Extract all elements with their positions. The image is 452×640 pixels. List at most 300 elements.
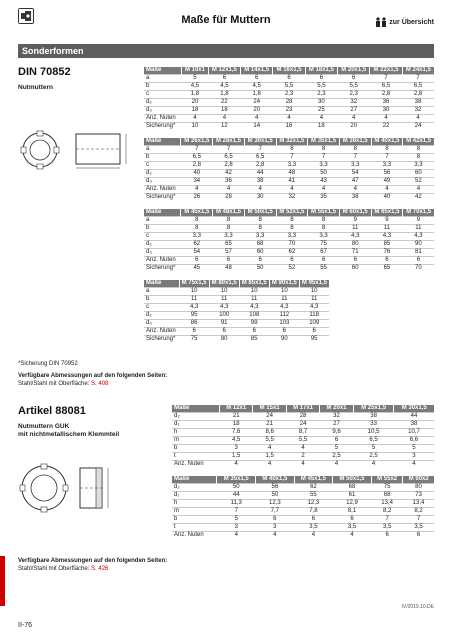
table-cell: 8,1 [333, 508, 372, 516]
table-cell: 8 [308, 146, 340, 154]
table-cell: 4 [305, 115, 337, 123]
table-cell: 11,3 [217, 500, 256, 508]
table-cell: 6,5 [370, 83, 402, 91]
table-cell: 8 [276, 225, 308, 233]
row-label: d₂ [144, 312, 179, 320]
table-row [172, 524, 434, 532]
table-cell: 50 [217, 484, 256, 492]
column-header: M 50x1,5 [244, 209, 276, 217]
table-cell: 20 [182, 99, 209, 107]
table-cell: 54 [339, 170, 371, 178]
table-cell: 48 [276, 170, 308, 178]
table-row [144, 304, 329, 312]
table-cell: 60 [339, 265, 371, 273]
row-label: b [172, 516, 217, 524]
table-cell: 103 [269, 320, 299, 328]
art-avail-link[interactable]: S. 426 [91, 566, 109, 572]
table-cell: 36 [370, 99, 402, 107]
column-header: Maße [172, 476, 217, 484]
art-table-2 [172, 476, 434, 539]
column-header: M 40x1,5 [371, 138, 403, 146]
table-cell: 3,3 [371, 162, 403, 170]
table-cell: 21 [219, 413, 252, 421]
table-cell: 4 [370, 115, 402, 123]
table-cell: 4,3 [209, 304, 239, 312]
table-row [144, 225, 434, 233]
column-header: M 14x1,5 [241, 67, 273, 75]
column-header: Maße [172, 405, 219, 413]
table-cell: 10 [239, 288, 269, 296]
table-cell: 4 [394, 461, 434, 469]
din-footnote: *Sicherung DIN 70952 [18, 361, 78, 367]
table-cell: 50 [256, 492, 295, 500]
table-cell: 2,8 [402, 91, 434, 99]
overview-label: zur Übersicht [389, 18, 434, 26]
table-row [172, 492, 434, 500]
row-label: d₂ [144, 99, 182, 107]
table-cell: 23 [273, 107, 305, 115]
table-cell: 8 [308, 217, 340, 225]
column-header: M 32x1,5 [276, 138, 308, 146]
table-row [144, 320, 329, 328]
column-header: M 55x1,5 [308, 209, 340, 217]
table-header-row [144, 280, 329, 288]
column-header: M 12x1,5 [208, 67, 240, 75]
row-label: b [144, 225, 181, 233]
table-cell: 6 [294, 516, 333, 524]
row-label: a [144, 288, 179, 296]
table-cell: 10 [182, 123, 209, 131]
table-header-row [172, 405, 434, 413]
column-header: M 35x1,5 [308, 138, 340, 146]
table-cell: 9 [339, 217, 371, 225]
table-cell: 32 [402, 107, 434, 115]
table-cell: 11 [239, 296, 269, 304]
table-cell: 70 [403, 265, 434, 273]
table-cell: 2,5 [320, 453, 353, 461]
page-title: Maße für Muttern [181, 14, 271, 26]
table-cell: 25 [305, 107, 337, 115]
table-cell: 7,7 [256, 508, 295, 516]
table-cell: 6 [338, 75, 370, 83]
table-cell: 75 [371, 484, 403, 492]
table-cell: 3 [219, 445, 252, 453]
row-label: Sicherung* [144, 123, 182, 131]
table-cell: 100 [209, 312, 239, 320]
table-cell: 6 [209, 328, 239, 336]
table-cell: 6,5 [244, 154, 276, 162]
table-cell: 70 [276, 241, 308, 249]
table-cell: 5 [182, 75, 209, 83]
table-cell: 6 [179, 328, 209, 336]
table-cell: 8 [181, 217, 213, 225]
table-cell: 9,6 [320, 429, 353, 437]
column-header: M 65x1,5 [371, 209, 403, 217]
table-cell: 28 [273, 99, 305, 107]
column-header: Maße [144, 138, 181, 146]
table-row [144, 288, 329, 296]
art-avail-text: Stahl/Stahl mit Oberfläche: [18, 566, 92, 572]
table-cell: 6 [320, 437, 353, 445]
table-cell: 3 [394, 453, 434, 461]
table-cell: 8 [371, 146, 403, 154]
table-cell: 4 [403, 186, 434, 194]
table-cell: 3,3 [308, 162, 340, 170]
table-cell: 4,5 [208, 83, 240, 91]
table-cell: 2 [286, 453, 319, 461]
row-label: d₃ [144, 107, 182, 115]
table-header-row [144, 209, 434, 217]
table-cell: 3,5 [333, 524, 372, 532]
column-header: M 40x1,5 [256, 476, 295, 484]
table-cell: 6 [241, 75, 273, 83]
table-cell: 56 [371, 170, 403, 178]
row-label: d₂ [172, 413, 219, 421]
table-cell: 35 [308, 194, 340, 202]
row-label: a [144, 75, 182, 83]
table-cell: 10,7 [394, 429, 434, 437]
table-row [144, 328, 329, 336]
table-cell: 10 [269, 288, 299, 296]
table-row [172, 516, 434, 524]
table-cell: 11 [403, 225, 434, 233]
table-cell: 8 [213, 217, 245, 225]
table-cell: 4 [253, 445, 286, 453]
column-header: M 30x1,5 [244, 138, 276, 146]
table-row [144, 170, 434, 178]
table-cell: 2,8 [213, 162, 245, 170]
table-row [144, 217, 434, 225]
table-cell: 30 [370, 107, 402, 115]
column-header: M 75x1,5 [179, 280, 209, 288]
table-row [144, 162, 434, 170]
table-cell: 7 [371, 154, 403, 162]
table-cell: 5,5 [273, 83, 305, 91]
din-subtitle: Nutmuttern [18, 84, 54, 91]
table-cell: 1,8 [182, 91, 209, 99]
din-table-2 [144, 138, 434, 201]
table-row [144, 194, 434, 202]
din-nut-sketch [18, 128, 138, 177]
table-cell: 91 [209, 320, 239, 328]
art-availability [18, 557, 167, 573]
table-cell: 3,3 [276, 233, 308, 241]
table-cell: 10 [299, 288, 329, 296]
table-cell: 7 [181, 146, 213, 154]
table-cell: 11 [339, 225, 371, 233]
table-cell: 45 [181, 265, 213, 273]
table-cell: 4 [320, 461, 353, 469]
din-avail-link[interactable]: S. 408 [91, 381, 109, 387]
table-cell: 38 [353, 413, 394, 421]
row-label: c [144, 233, 181, 241]
table-cell: 4,3 [339, 233, 371, 241]
row-label: b [144, 83, 182, 91]
table-cell: 5 [353, 445, 394, 453]
table-cell: 34 [181, 178, 213, 186]
art-title: Artikel 88081 [18, 405, 86, 417]
table-cell: 8 [339, 146, 371, 154]
table-cell: 62 [181, 241, 213, 249]
table-cell: 4 [294, 532, 333, 540]
table-cell: 3,3 [213, 233, 245, 241]
table-cell: 4 [276, 186, 308, 194]
table-cell: 8,7 [286, 429, 319, 437]
column-header: M 80x1,5 [209, 280, 239, 288]
table-cell: 6 [208, 75, 240, 83]
table-cell: 4,3 [403, 233, 434, 241]
table-cell: 6 [239, 328, 269, 336]
row-label: Anz. Nuten [144, 115, 182, 123]
table-cell: 6 [273, 75, 305, 83]
column-header: M 60x2 [403, 476, 434, 484]
column-header: M 85x1,5 [239, 280, 269, 288]
row-label: d₃ [144, 178, 181, 186]
table-cell: 38 [244, 178, 276, 186]
table-row [172, 413, 434, 421]
table-cell: 1,5 [219, 453, 252, 461]
table-row [144, 241, 434, 249]
table-cell: 5 [320, 445, 353, 453]
table-cell: 76 [371, 249, 403, 257]
table-cell: 38 [339, 194, 371, 202]
table-cell: 57 [213, 249, 245, 257]
table-cell: 7 [403, 516, 434, 524]
table-row [172, 508, 434, 516]
din-avail-text: Stahl/Stahl mit Oberfläche: [18, 381, 92, 387]
row-label: a [144, 217, 181, 225]
column-header: M 24x1,5 [402, 67, 434, 75]
table-cell: 7 [371, 516, 403, 524]
table-cell: 14 [241, 123, 273, 131]
row-label: Sicherung* [144, 265, 181, 273]
row-label: c [144, 162, 181, 170]
column-header: M 35x1,5 [217, 476, 256, 484]
table-cell: 7,8 [294, 508, 333, 516]
table-row [172, 461, 434, 469]
table-cell: 5,5 [338, 83, 370, 91]
table-cell: 30 [244, 194, 276, 202]
column-header: M 60x1,5 [339, 209, 371, 217]
table-cell: 32 [276, 194, 308, 202]
table-cell: 41 [276, 178, 308, 186]
art-table-1 [172, 405, 434, 468]
table-cell: 81 [403, 249, 434, 257]
table-cell: 8 [181, 225, 213, 233]
table-cell: 73 [403, 492, 434, 500]
table-cell: 4 [182, 115, 209, 123]
table-cell: 7 [308, 154, 340, 162]
table-cell: 62 [276, 249, 308, 257]
table-cell: 4 [273, 115, 305, 123]
table-cell: 22 [208, 99, 240, 107]
table-cell: 7 [244, 146, 276, 154]
table-cell: 33 [353, 421, 394, 429]
overview-link[interactable] [376, 17, 434, 27]
column-header: M 48x1,5 [213, 209, 245, 217]
table-cell: 18 [305, 123, 337, 131]
column-header: M 20x1,5 [338, 67, 370, 75]
table-cell: 4,3 [299, 304, 329, 312]
column-header: M 16x1,5 [273, 67, 305, 75]
table-cell: 4 [253, 461, 286, 469]
table-cell: 24 [286, 421, 319, 429]
table-cell: 6 [269, 328, 299, 336]
table-header-row [172, 476, 434, 484]
row-label: Anz. Nuten [144, 257, 181, 265]
table-cell: 3 [217, 524, 256, 532]
row-label: d₃ [144, 320, 179, 328]
table-cell: 6,5 [181, 154, 213, 162]
edition-date: IV/2019.10.DE [401, 604, 434, 610]
row-label: Anz. Nuten [172, 461, 219, 469]
table-cell: 6 [244, 257, 276, 265]
column-header: M 12x1 [219, 405, 252, 413]
table-cell: 4 [402, 115, 434, 123]
table-cell: 10 [209, 288, 239, 296]
table-cell: 8 [244, 217, 276, 225]
table-cell: 3,3 [244, 233, 276, 241]
table-cell: 95 [299, 336, 329, 344]
table-cell: 50 [308, 170, 340, 178]
din-table-1 [144, 67, 434, 130]
table-row [144, 296, 329, 304]
table-cell: 7 [339, 154, 371, 162]
table-cell: 8 [403, 146, 434, 154]
table-cell: 20 [338, 123, 370, 131]
table-cell: 6 [213, 257, 245, 265]
column-header: M 45x1,5 [181, 209, 213, 217]
table-cell: 44 [244, 170, 276, 178]
table-cell: 6,6 [394, 437, 434, 445]
row-label: h [172, 429, 219, 437]
table-cell: 60 [403, 170, 434, 178]
table-cell: 2,8 [244, 162, 276, 170]
table-cell: 7 [213, 146, 245, 154]
table-cell: 4,3 [239, 304, 269, 312]
table-row [144, 123, 434, 131]
column-header: M 22x1,5 [370, 67, 402, 75]
table-cell: 12,3 [294, 500, 333, 508]
column-header: M 55x2 [371, 476, 403, 484]
table-cell: 109 [299, 320, 329, 328]
table-cell: 2,3 [273, 91, 305, 99]
table-cell: 6 [305, 75, 337, 83]
row-label: d₂ [144, 241, 181, 249]
column-header: M 26x1,5 [181, 138, 213, 146]
table-cell: 7 [276, 154, 308, 162]
table-cell: 5 [394, 445, 434, 453]
table-cell: 42 [213, 170, 245, 178]
table-cell: 4 [333, 532, 372, 540]
table-cell: 54 [181, 249, 213, 257]
table-cell: 7 [402, 75, 434, 83]
table-cell: 4 [213, 186, 245, 194]
table-cell: 2,8 [370, 91, 402, 99]
chapter-marker [0, 556, 5, 606]
table-row [144, 178, 434, 186]
din-avail-title: Verfügbare Abmessungen auf den folgenden Seiten: [18, 373, 168, 379]
table-row [144, 99, 434, 107]
table-cell: 4 [208, 115, 240, 123]
table-cell: 21 [253, 421, 286, 429]
art-subtitle-2: mit nichtmetallischem Klemmteil [18, 431, 120, 438]
table-cell: 4 [219, 461, 252, 469]
table-cell: 90 [269, 336, 299, 344]
table-cell: 8 [244, 225, 276, 233]
table-cell: 3,5 [294, 524, 333, 532]
table-cell: 20 [241, 107, 273, 115]
din-availability [18, 372, 167, 388]
page-header [0, 0, 452, 40]
table-cell: 7,6 [219, 429, 252, 437]
table-cell: 4 [286, 461, 319, 469]
table-row [144, 186, 434, 194]
row-label: Anz. Nuten [144, 328, 179, 336]
row-label: Sicherung* [144, 194, 181, 202]
row-label: Anz. Nuten [144, 186, 181, 194]
table-cell: 9 [371, 217, 403, 225]
table-row [144, 336, 329, 344]
table-cell: 52 [403, 178, 434, 186]
table-cell: 11 [269, 296, 299, 304]
table-cell: 12 [208, 123, 240, 131]
table-cell: 4 [181, 186, 213, 194]
column-header: M 25x1,5 [353, 405, 394, 413]
table-cell: 52 [276, 265, 308, 273]
table-cell: 68 [333, 484, 372, 492]
row-label: t [172, 453, 219, 461]
table-cell: 61 [333, 492, 372, 500]
table-cell: 24 [241, 99, 273, 107]
table-cell: 8 [403, 154, 434, 162]
table-cell: 27 [320, 421, 353, 429]
table-cell: 18 [219, 421, 252, 429]
table-cell: 3,3 [276, 162, 308, 170]
table-cell: 6 [339, 257, 371, 265]
table-cell: 4 [339, 186, 371, 194]
table-cell: 48 [213, 265, 245, 273]
column-header: Maße [144, 280, 179, 288]
table-row [172, 484, 434, 492]
table-cell: 5,5 [253, 437, 286, 445]
art-subtitle-1: Nutmuttern GUK [18, 423, 70, 430]
table-cell: 6 [403, 532, 434, 540]
table-cell: 112 [269, 312, 299, 320]
row-label: Anz. Nuten [172, 532, 217, 540]
table-cell: 1,8 [241, 91, 273, 99]
table-cell: 26 [181, 194, 213, 202]
table-cell: 18 [208, 107, 240, 115]
table-cell: 11 [371, 225, 403, 233]
table-cell: 16 [273, 123, 305, 131]
table-cell: 80 [403, 484, 434, 492]
table-cell: 4,3 [269, 304, 299, 312]
table-cell: 12,9 [333, 500, 372, 508]
table-cell: 6 [308, 257, 340, 265]
table-cell: 62 [294, 484, 333, 492]
table-cell: 6,5 [213, 154, 245, 162]
table-cell: 44 [217, 492, 256, 500]
column-header: M 15x1 [253, 405, 286, 413]
table-cell: 86 [179, 320, 209, 328]
table-cell: 6 [371, 532, 403, 540]
table-row [144, 83, 434, 91]
column-header: M 45x1,5 [294, 476, 333, 484]
table-cell: 11 [179, 296, 209, 304]
row-label: d₁ [172, 421, 219, 429]
table-cell: 24 [402, 123, 434, 131]
